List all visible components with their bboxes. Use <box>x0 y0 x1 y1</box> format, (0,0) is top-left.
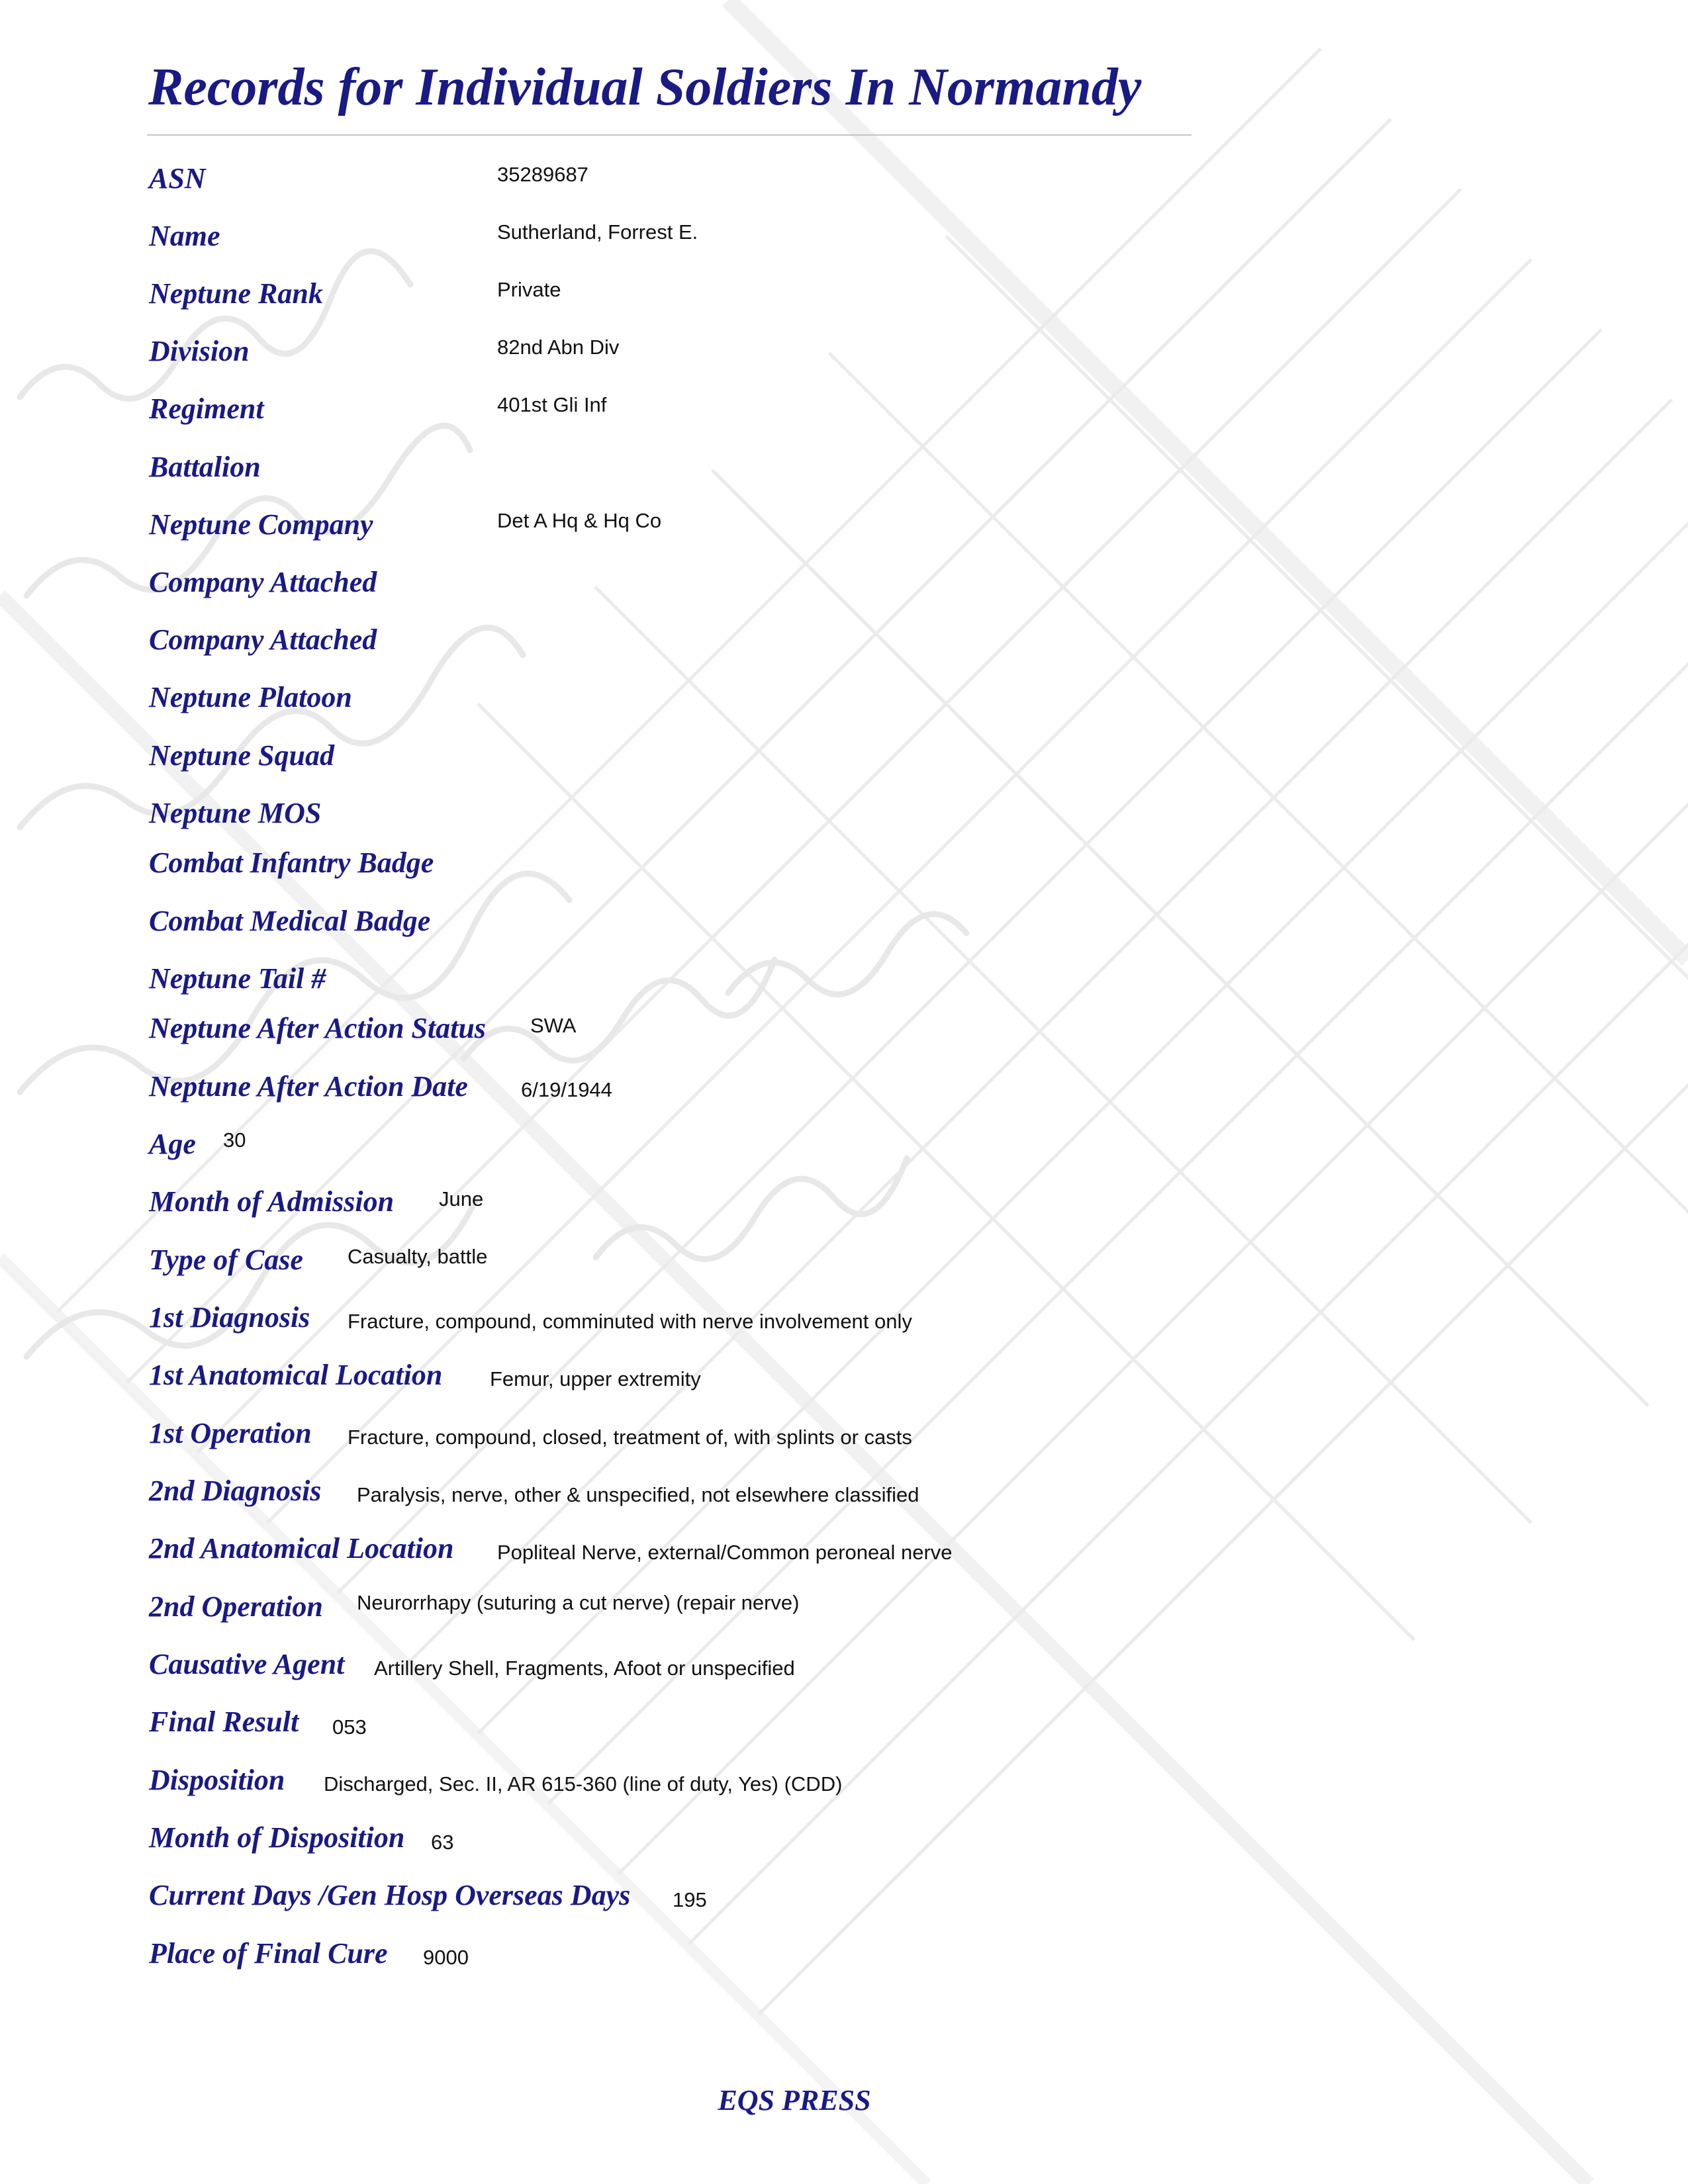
value-age: 30 <box>223 1128 246 1152</box>
label-division: Division <box>149 335 250 367</box>
label-place-of-final-cure: Place of Final Cure <box>149 1937 388 1970</box>
label-1st-diagnosis: 1st Diagnosis <box>149 1301 310 1334</box>
value-type-of-case: Casualty, battle <box>348 1245 488 1268</box>
label-disposition: Disposition <box>149 1764 285 1796</box>
title-divider <box>147 134 1192 136</box>
label-combat-infantry-badge: Combat Infantry Badge <box>149 846 434 879</box>
page-title: Records for Individual Soldiers In Normandy <box>148 58 1142 116</box>
label-after-action-status: Neptune After Action Status <box>149 1012 486 1044</box>
label-rank: Neptune Rank <box>149 277 323 310</box>
value-after-action-status: SWA <box>530 1014 577 1037</box>
value-month-of-disposition: 63 <box>431 1831 454 1854</box>
label-regiment: Regiment <box>149 392 264 425</box>
value-company: Det A Hq & Hq Co <box>497 509 662 532</box>
label-causative-agent: Causative Agent <box>149 1648 345 1680</box>
label-company-attached-1: Company Attached <box>149 566 377 598</box>
value-regiment: 401st Gli Inf <box>497 393 607 416</box>
label-mos: Neptune MOS <box>149 797 322 829</box>
label-name: Name <box>149 220 220 252</box>
label-final-result: Final Result <box>149 1706 299 1738</box>
value-causative-agent: Artillery Shell, Fragments, Afoot or unspecified <box>374 1657 795 1680</box>
value-division: 82nd Abn Div <box>497 336 620 359</box>
label-squad: Neptune Squad <box>149 739 334 772</box>
label-1st-anatomical-location: 1st Anatomical Location <box>149 1359 443 1391</box>
value-disposition: Discharged, Sec. II, AR 615-360 (line of duty, Yes) (CDD) <box>324 1772 843 1796</box>
label-company: Neptune Company <box>149 508 373 541</box>
value-asn: 35289687 <box>497 163 588 186</box>
label-2nd-anatomical-location: 2nd Anatomical Location <box>149 1532 454 1565</box>
label-1st-operation: 1st Operation <box>149 1417 312 1449</box>
label-platoon: Neptune Platoon <box>149 681 352 713</box>
label-age: Age <box>149 1128 196 1160</box>
label-tail-number: Neptune Tail # <box>149 962 326 995</box>
value-1st-anatomical-location: Femur, upper extremity <box>490 1367 701 1390</box>
label-company-attached-2: Company Attached <box>149 623 377 656</box>
value-2nd-diagnosis: Paralysis, nerve, other & unspecified, not elsewhere classified <box>357 1483 919 1506</box>
value-2nd-operation: Neurorrhapy (suturing a cut nerve) (repair nerve) <box>357 1591 800 1614</box>
value-place-of-final-cure: 9000 <box>423 1946 469 1969</box>
label-2nd-operation: 2nd Operation <box>149 1590 323 1623</box>
label-2nd-diagnosis: 2nd Diagnosis <box>149 1475 322 1507</box>
value-1st-operation: Fracture, compound, closed, treatment of, with splints or casts <box>348 1426 912 1449</box>
value-rank: Private <box>497 278 561 301</box>
label-hospital-days: Current Days /Gen Hosp Overseas Days <box>149 1879 631 1911</box>
label-month-of-disposition: Month of Disposition <box>149 1821 405 1854</box>
value-2nd-anatomical-location: Popliteal Nerve, external/Common peroneal nerve <box>497 1541 953 1564</box>
label-combat-medical-badge: Combat Medical Badge <box>149 905 431 937</box>
value-month-of-admission: June <box>439 1187 484 1210</box>
label-type-of-case: Type of Case <box>149 1244 303 1276</box>
value-after-action-date: 6/19/1944 <box>521 1078 612 1101</box>
label-battalion: Battalion <box>149 451 261 483</box>
value-final-result: 053 <box>332 1715 367 1739</box>
value-1st-diagnosis: Fracture, compound, comminuted with nerve involvement only <box>348 1310 912 1333</box>
label-after-action-date: Neptune After Action Date <box>149 1070 468 1103</box>
value-name: Sutherland, Forrest E. <box>497 220 698 244</box>
label-asn: ASN <box>149 162 206 195</box>
value-hospital-days: 195 <box>673 1888 707 1911</box>
label-month-of-admission: Month of Admission <box>149 1185 395 1218</box>
footer-publisher: EQS PRESS <box>718 2084 871 2116</box>
